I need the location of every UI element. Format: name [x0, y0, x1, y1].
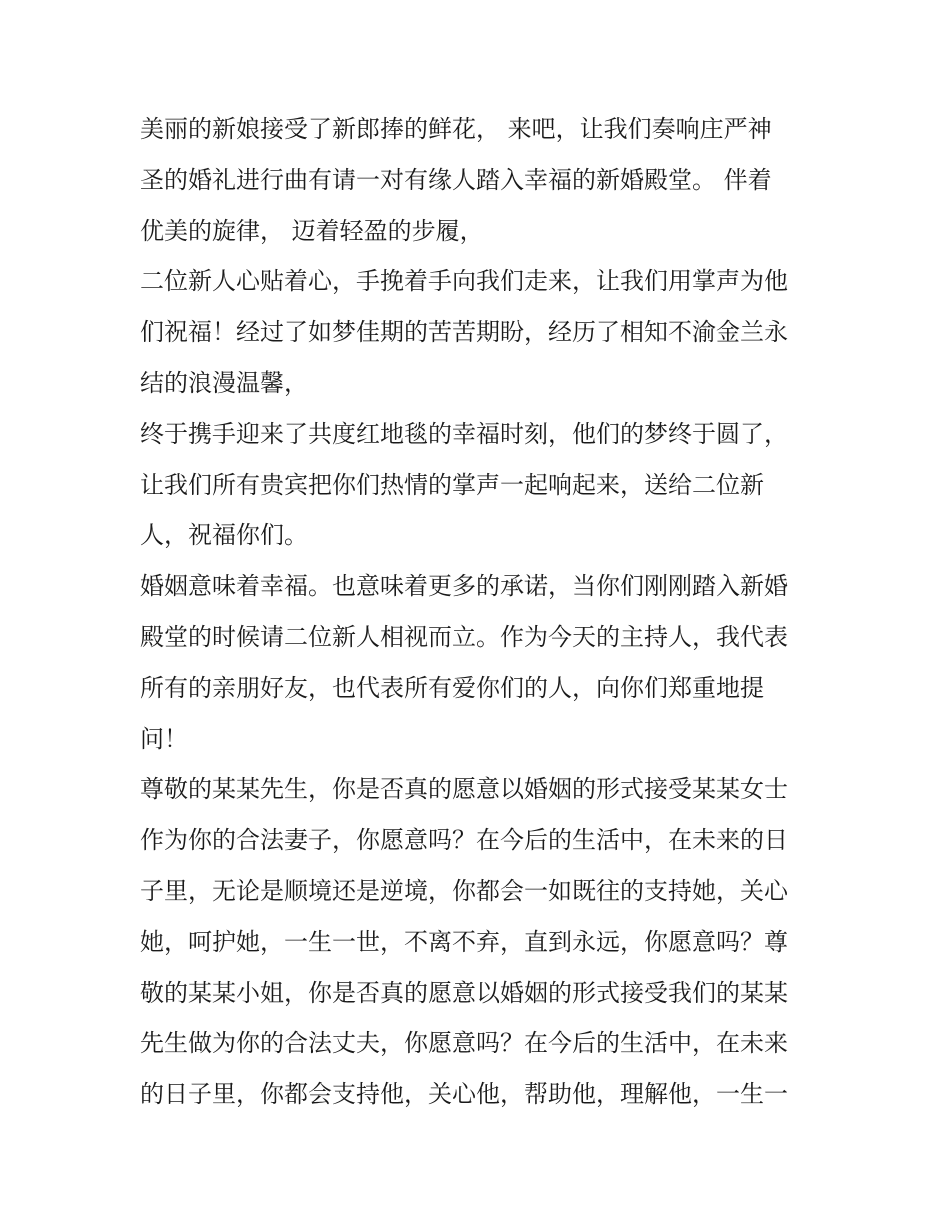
text-line: 尊敬的某某先生，你是否真的愿意以婚姻的形式接受某某女士 — [140, 775, 788, 804]
text-line: 作为你的合法妻子，你愿意吗？在今后的生活中，在未来的日 — [140, 826, 788, 855]
text-line: 二位新人心贴着心，手挽着手向我们走来，让我们用掌声为他 — [140, 267, 788, 296]
text-line: 先生做为你的合法丈夫，你愿意吗？在今后的生活中，在未来 — [140, 1029, 788, 1058]
text-line: 人，祝福你们。 — [140, 521, 308, 550]
text-line: 们祝福！经过了如梦佳期的苦苦期盼，经历了相知不渝金兰永 — [140, 318, 788, 347]
text-line: 所有的亲朋好友，也代表所有爱你们的人，向你们郑重地提 — [140, 673, 764, 702]
text-line: 优美的旋律， 迈着轻盈的步履， — [140, 216, 484, 245]
text-line: 美丽的新娘接受了新郎捧的鲜花， 来吧，让我们奏响庄严神 — [140, 115, 772, 143]
text-line: 婚姻意味着幸福。也意味着更多的承诺，当你们刚刚踏入新婚 — [140, 572, 788, 601]
text-line: 子里，无论是顺境还是逆境，你都会一如既往的支持她，关心 — [140, 876, 788, 905]
text-line: 的日子里，你都会支持他，关心他，帮助他，理解他，一生一 — [140, 1080, 788, 1109]
document-body — [140, 104, 820, 1120]
text-line: 结的浪漫温馨， — [140, 368, 308, 397]
text-line: 让我们所有贵宾把你们热情的掌声一起响起来，送给二位新 — [140, 470, 764, 499]
text-line: 她，呵护她，一生一世，不离不弃，直到永远，你愿意吗？尊 — [140, 927, 788, 956]
text-line: 终于携手迎来了共度红地毯的幸福时刻，他们的梦终于圆了， — [140, 419, 788, 448]
text-line: 敬的某某小姐，你是否真的愿意以婚姻的形式接受我们的某某 — [140, 978, 788, 1007]
text-line: 问！ — [140, 724, 188, 753]
text-line: 圣的婚礼进行曲有请一对有缘人踏入幸福的新婚殿堂。 伴着 — [140, 165, 772, 194]
text-line: 殿堂的时候请二位新人相视而立。作为今天的主持人，我代表 — [140, 622, 788, 651]
